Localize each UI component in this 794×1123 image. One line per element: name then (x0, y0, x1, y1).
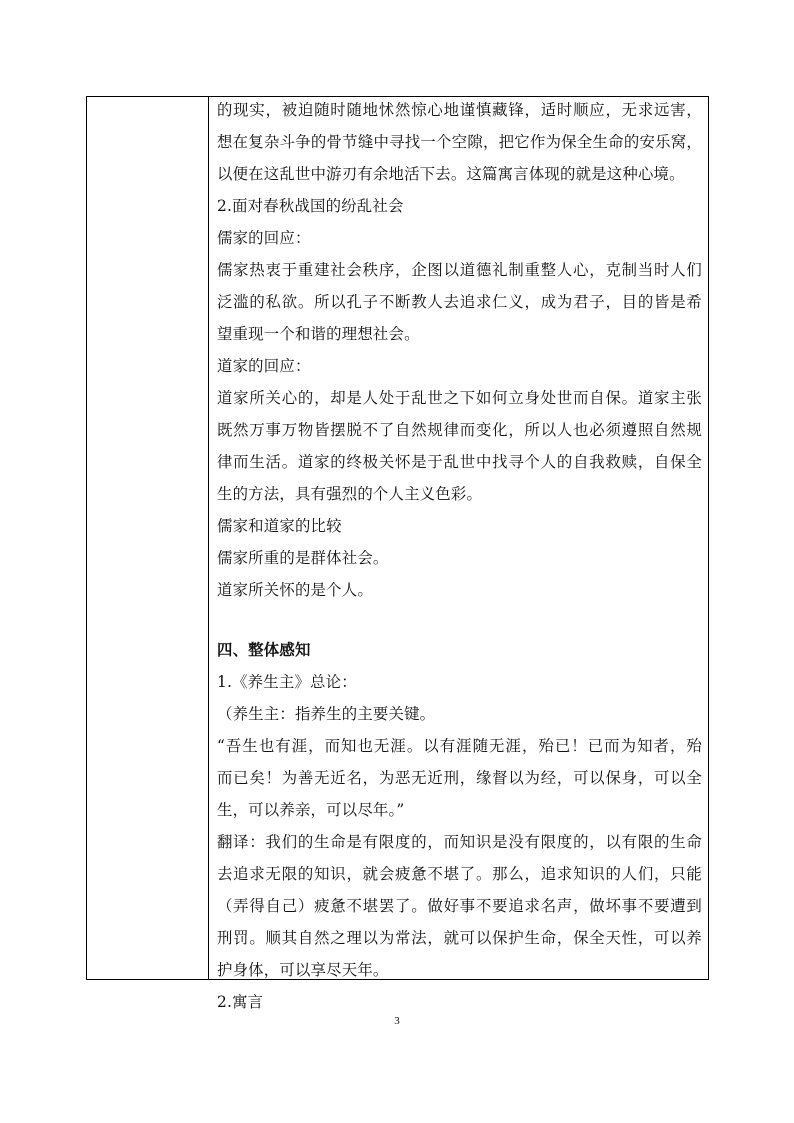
text-line: 道家所关心的，却是人处于乱世之下如何立身处世而自保。道家主张 (217, 389, 702, 407)
text-line: 以便在这乱世中游刃有余地活下去。这篇寓言体现的就是这种心境。 (217, 165, 685, 183)
text-line: 泛滥的私欲。所以孔子不断教人去追求仁义，成为君子，目的皆是希 (217, 293, 702, 311)
text-line: （养生主：指养生的主要关键。 (217, 705, 436, 723)
section-subheading: 2.面对春秋战国的纷乱社会 (217, 197, 404, 215)
text-line: 儒家热衷于重建社会秩序，企图以道德礼制重整人心，克制当时人们 (217, 261, 702, 279)
section-heading: 四、整体感知 (217, 641, 311, 659)
text-line: 既然万事万物皆摆脱不了自然规律而变化，所以人也必须遵照自然规 (217, 421, 702, 439)
text-line: 而已矣！为善无近名，为恶无近刑，缘督以为经，可以保身，可以全 (217, 769, 702, 787)
text-line: 1.《养生主》总论： (217, 673, 357, 691)
section-subheading: 2.寓言 (217, 993, 264, 1011)
text-line: 律而生活。道家的终极关怀是于乱世中找寻个人的自我救赎，自保全 (217, 453, 702, 471)
column-divider (208, 97, 209, 979)
text-line: 刑罚。顺其自然之理以为常法，就可以保护生命，保全天性，可以养 (217, 929, 702, 947)
text-line: 护身体，可以享尽天年。 (217, 961, 389, 979)
page-number: 3 (394, 1015, 400, 1027)
text-line: 想在复杂斗争的骨节缝中寻找一个空隙，把它作为保全生命的安乐窝， (217, 133, 702, 151)
text-line: 儒家和道家的比较 (217, 517, 342, 535)
text-line: “吾生也有涯，而知也无涯。以有涯随无涯，殆已！已而为知者，殆 (217, 737, 702, 755)
text-line: 儒家的回应： (217, 229, 311, 247)
text-line: 去追求无限的知识，就会疲惫不堪了。那么，追求知识的人们，只能 (217, 865, 702, 883)
text-line: 儒家所重的是群体社会。 (217, 549, 389, 567)
text-line: 道家的回应： (217, 357, 311, 375)
text-line: 道家所关怀的是个人。 (217, 581, 373, 599)
text-line: 的现实，被迫随时随地怵然惊心地谨慎藏锋，适时顺应，无求远害， (217, 101, 702, 119)
text-line: 翻译：我们的生命是有限度的，而知识是没有限度的，以有限的生命 (217, 833, 702, 851)
text-line: 生的方法，具有强烈的个人主义色彩。 (217, 485, 483, 503)
text-line: 生，可以养亲，可以尽年。” (217, 801, 405, 819)
lesson-table (86, 96, 709, 1011)
text-line: （弄得自己）疲惫不堪罢了。做好事不要追求名声，做坏事不要遭到 (217, 897, 702, 915)
text-line: 望重现一个和谐的理想社会。 (217, 325, 420, 343)
